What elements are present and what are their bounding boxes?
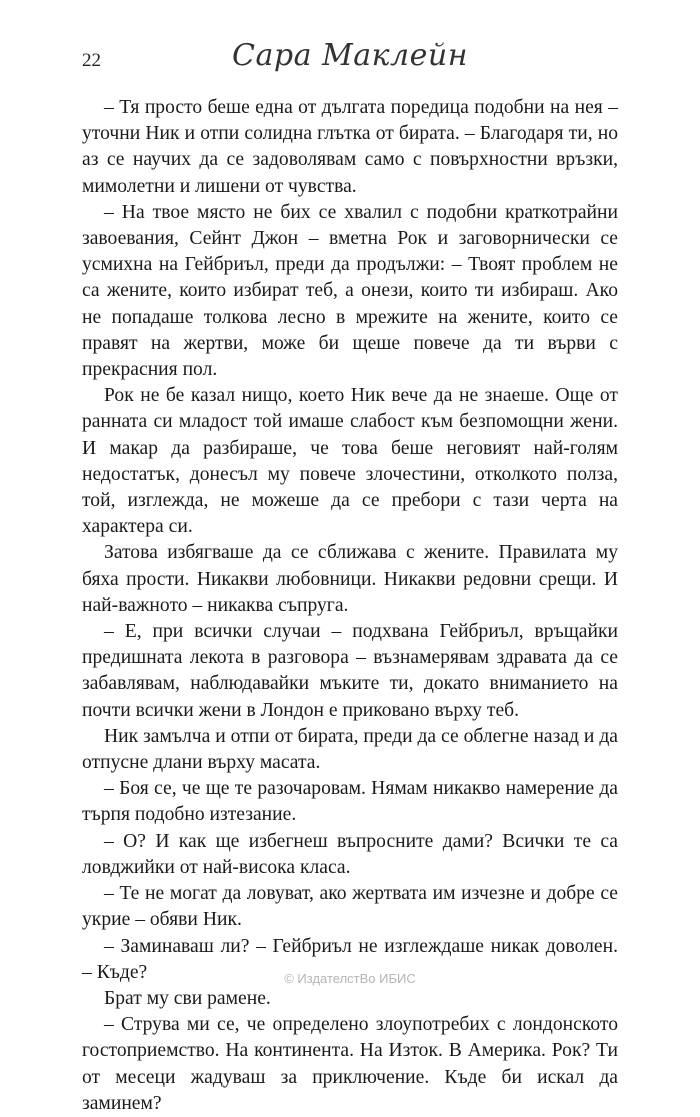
paragraph: Брат му сви рамене. (104, 987, 271, 1009)
running-head-author: Сара Маклейн (232, 38, 468, 73)
paragraph: – Заминаваш ли? – Гейбриъл не изглеждаше никак доволен. – Къде? (82, 935, 618, 983)
footer-copyright: © ИздателстВо ИБИС (284, 971, 416, 986)
paragraph: Затова избягваше да се сближава с жените. Правилата му бяха прости. Никакви любовници. Никакви редовни срещи. И най-важното – никаква съпруга. (82, 542, 618, 616)
paragraph: – На твое място не бих се хвалил с подобни краткотрайни завоевания, Сейнт Джон – вметна Рок и заговорнически се усмихна на Гейбриъл, преди да продължи: – Твоят проблем не са жените, които избират теб, а онези, които ти избираш. Ако не попадаше толкова лесно в мрежите на жените, които се правят на жертви, може би щеше повече да ти върви с прекрасния пол. (82, 201, 618, 381)
paragraph: Ник замълча и отпи от бирата, преди да се облегне назад и да отпусне длани върху масата. (82, 725, 618, 774)
paragraph: – Е, при всички случаи – подхвана Гейбриъл, връщайки предишната лекота в разговора – възнамерявам здравата да се забавлявам, наблюдавайки мъките ти, докато вниманието на почти всички жени в Лондон е приковано върху теб. (82, 621, 618, 721)
text-body (82, 95, 618, 1117)
page-number: 22 (82, 50, 101, 71)
paragraph: – О? И как ще избегнеш въпросните дами? Всички те са ловджийки от най-висока класа. (82, 830, 618, 878)
paragraph: – Те не могат да ловуват, ако жертвата им изчезне и добре се укрие – обяви Ник. (82, 883, 618, 931)
paragraph: Рок не бе казал нищо, което Ник вече да не знаеше. Още от ранната си младост той имаше слабост към безпомощни жени. И макар да разбираше, че това беше неговият най-голям недостатък, донесъл му повече злочестини, отколкото полза, той, изглежда, не можеше да се пребори с тази черта на характера си. (82, 385, 618, 538)
paragraph: – Тя просто беше една от дългата поредица подобни на нея – уточни Ник и отпи солидна глътка от бирата. – Благодаря ти, но аз се научих да се задоволявам само с повърхностни връзки, мимолетни и лишени от чувства. (82, 97, 618, 197)
paragraph: – Боя се, че ще те разочаровам. Нямам никакво намерение да търпя подобно изтезание. (82, 778, 618, 826)
paragraph: – Струва ми се, че определено злоупотребих с лондонското гостоприемство. На континента. На Изток. В Америка. Рок? Ти от месеци жадуваш за приключение. Къде би искал да заминем? (82, 1014, 618, 1114)
